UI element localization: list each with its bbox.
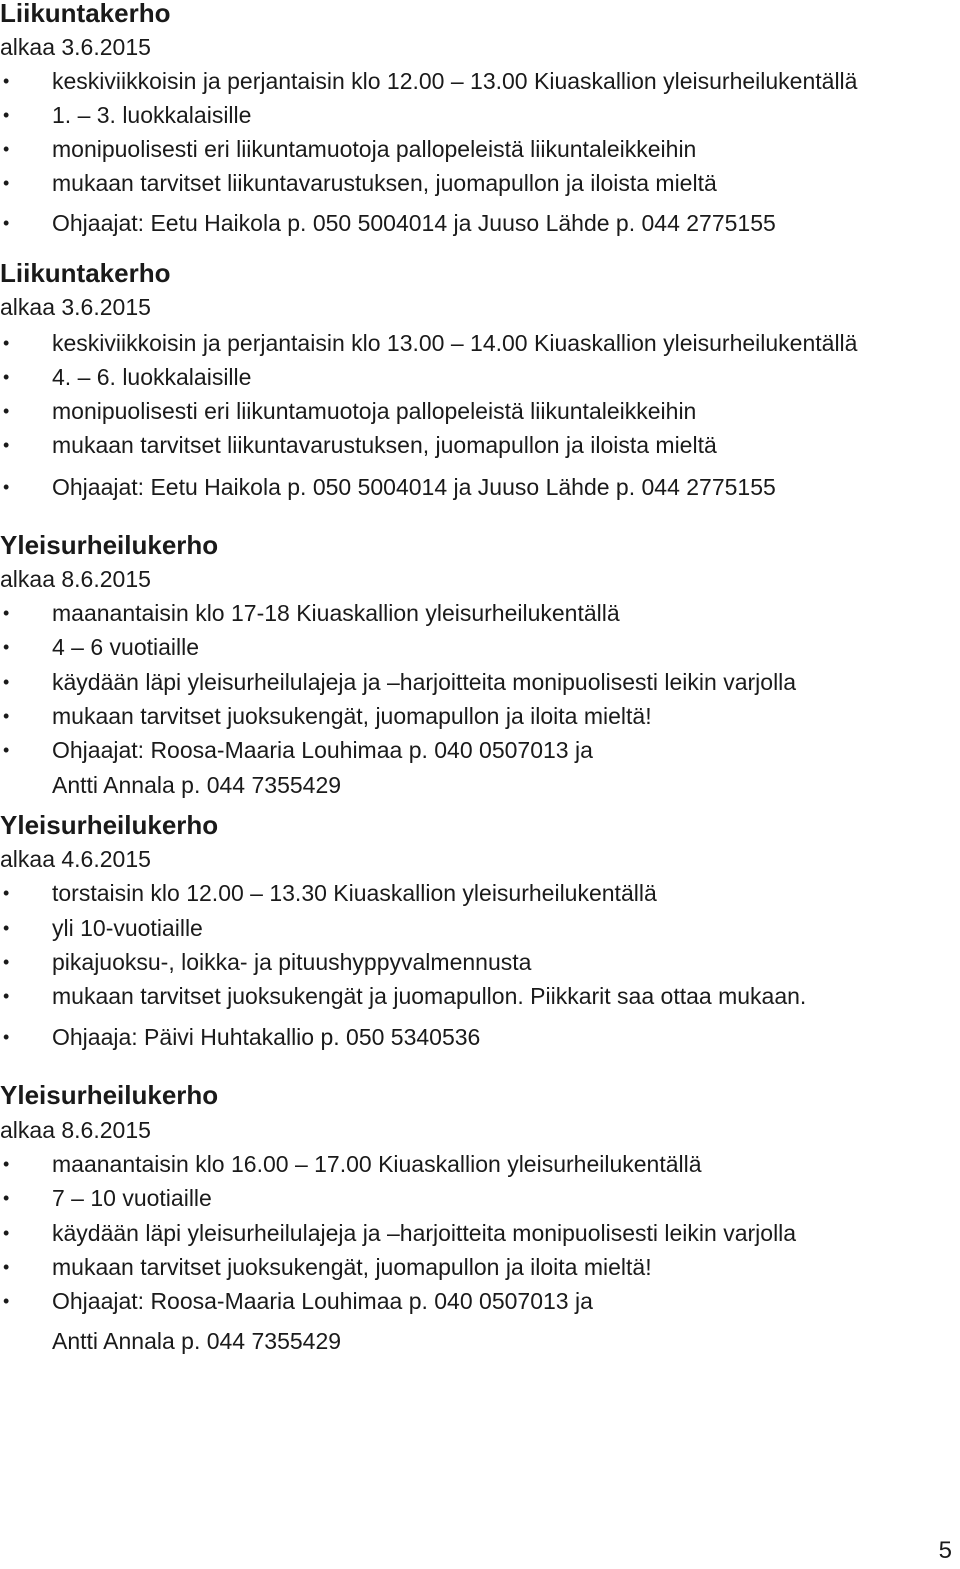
list-item-text: käydään läpi yleisurheilulajeja ja –harjoitteita monipuolisesti leikin varjolla <box>52 669 797 695</box>
bullet-icon: • <box>3 672 10 692</box>
bullet-icon: • <box>3 173 10 193</box>
list-item-text: monipuolisesti eri liikuntamuotoja pallopeleistä liikuntaleikkeihin <box>52 136 697 162</box>
list-item <box>0 1022 960 1052</box>
list-item <box>0 913 960 943</box>
start-date: alkaa 4.6.2015 <box>0 846 151 872</box>
list-item <box>0 100 960 130</box>
list-item <box>0 1149 960 1179</box>
section-title: Yleisurheilukerho <box>0 1080 219 1110</box>
list-item-text: keskiviikkoisin ja perjantaisin klo 13.00 – 14.00 Kiuaskallion yleisurheilukentällä <box>52 330 858 356</box>
bullet-icon: • <box>3 213 10 233</box>
list-item <box>0 1218 960 1248</box>
bullet-icon: • <box>3 1223 10 1243</box>
bullet-icon: • <box>3 1257 10 1277</box>
list-item-text: mukaan tarvitset liikuntavarustuksen, juomapullon ja iloista mieltä <box>52 170 717 196</box>
list-item-text: mukaan tarvitset juoksukengät, juomapullon ja iloita mieltä! <box>52 703 652 729</box>
bullet-icon: • <box>3 367 10 387</box>
list-item <box>0 878 960 908</box>
list-item-text: 1. – 3. luokkalaisille <box>52 102 252 128</box>
bullet-icon: • <box>3 477 10 497</box>
list-item-text: maanantaisin klo 17-18 Kiuaskallion yleisurheilukentällä <box>52 600 620 626</box>
list-item-text: pikajuoksu-, loikka- ja pituushyppyvalmennusta <box>52 949 532 975</box>
list-item-text: 4. – 6. luokkalaisille <box>52 364 252 390</box>
list-item <box>0 66 960 96</box>
bullet-icon: • <box>3 1291 10 1311</box>
list-item <box>0 472 960 502</box>
list-item-text: Ohjaajat: Eetu Haikola p. 050 5004014 ja Juuso Lähde p. 044 2775155 <box>52 210 776 236</box>
bullet-icon: • <box>3 401 10 421</box>
list-item-text: yli 10-vuotiaille <box>52 915 203 941</box>
bullet-icon: • <box>3 986 10 1006</box>
list-item-text: mukaan tarvitset juoksukengät ja juomapullon. Piikkarit saa ottaa mukaan. <box>52 983 807 1009</box>
bullet-icon: • <box>3 333 10 353</box>
list-item <box>0 735 960 765</box>
bullet-icon: • <box>3 740 10 760</box>
list-item-text: Ohjaaja: Päivi Huhtakallio p. 050 5340536 <box>52 1024 481 1050</box>
list-item-text: keskiviikkoisin ja perjantaisin klo 12.00 – 13.00 Kiuaskallion yleisurheilukentällä <box>52 68 858 94</box>
list-item <box>0 947 960 977</box>
list-item-text: 7 – 10 vuotiaille <box>52 1185 212 1211</box>
bullet-icon: • <box>3 105 10 125</box>
section-title: Liikuntakerho <box>0 258 171 288</box>
list-item <box>0 430 960 460</box>
start-date: alkaa 8.6.2015 <box>0 566 151 592</box>
list-item <box>0 667 960 697</box>
list-item <box>0 168 960 198</box>
list-item-text: käydään läpi yleisurheilulajeja ja –harjoitteita monipuolisesti leikin varjolla <box>52 1220 797 1246</box>
list-item-text: torstaisin klo 12.00 – 13.30 Kiuaskallion yleisurheilukentällä <box>52 880 657 906</box>
list-item <box>0 1252 960 1282</box>
list-item-text: 4 – 6 vuotiaille <box>52 634 200 660</box>
start-date: alkaa 3.6.2015 <box>0 294 151 320</box>
list-item-text: Ohjaajat: Eetu Haikola p. 050 5004014 ja Juuso Lähde p. 044 2775155 <box>52 474 776 500</box>
list-item <box>0 701 960 731</box>
list-item-text: mukaan tarvitset juoksukengät, juomapullon ja iloita mieltä! <box>52 1254 652 1280</box>
list-item-text: mukaan tarvitset liikuntavarustuksen, juomapullon ja iloista mieltä <box>52 432 717 458</box>
list-item <box>0 1183 960 1213</box>
list-item <box>0 134 960 164</box>
list-item <box>0 598 960 628</box>
bullet-icon: • <box>3 139 10 159</box>
list-item-text: Ohjaajat: Roosa-Maaria Louhimaa p. 040 0507013 ja <box>52 1288 593 1314</box>
bullet-icon: • <box>3 1188 10 1208</box>
continuation-line: Antti Annala p. 044 7355429 <box>52 1328 342 1354</box>
list-item-text: maanantaisin klo 16.00 – 17.00 Kiuaskallion yleisurheilukentällä <box>52 1151 702 1177</box>
list-item <box>0 208 960 238</box>
list-item <box>0 1286 960 1316</box>
bullet-icon: • <box>3 637 10 657</box>
continuation-line: Antti Annala p. 044 7355429 <box>52 772 342 798</box>
list-item <box>0 362 960 392</box>
bullet-icon: • <box>3 883 10 903</box>
start-date: alkaa 3.6.2015 <box>0 34 151 60</box>
bullet-icon: • <box>3 435 10 455</box>
list-item <box>0 396 960 426</box>
section-title: Yleisurheilukerho <box>0 810 219 840</box>
bullet-icon: • <box>3 1154 10 1174</box>
start-date: alkaa 8.6.2015 <box>0 1117 151 1143</box>
bullet-icon: • <box>3 952 10 972</box>
list-item <box>0 632 960 662</box>
list-item <box>0 328 960 358</box>
bullet-icon: • <box>3 706 10 726</box>
page-number: 5 <box>938 1537 952 1564</box>
bullet-icon: • <box>3 71 10 91</box>
list-item-text: monipuolisesti eri liikuntamuotoja pallopeleistä liikuntaleikkeihin <box>52 398 697 424</box>
bullet-icon: • <box>3 1027 10 1047</box>
section-title: Yleisurheilukerho <box>0 530 219 560</box>
bullet-icon: • <box>3 918 10 938</box>
list-item-text: Ohjaajat: Roosa-Maaria Louhimaa p. 040 0507013 ja <box>52 737 593 763</box>
section-title: Liikuntakerho <box>0 0 171 28</box>
bullet-icon: • <box>3 603 10 623</box>
list-item <box>0 981 960 1011</box>
